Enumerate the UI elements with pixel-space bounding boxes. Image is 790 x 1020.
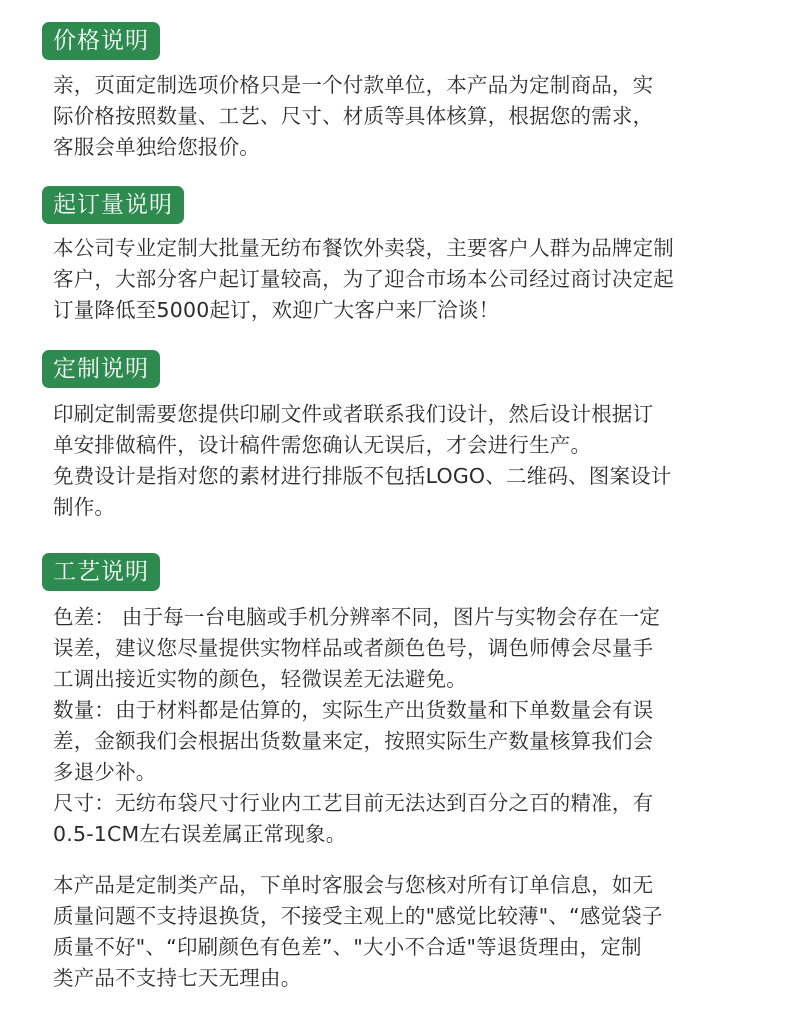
text-line: 本产品是定制类产品，下单时客服会与您核对所有订单信息，如无 [53,873,654,897]
customization-paragraph [53,399,743,523]
text-line: 制作。 [53,495,116,519]
text-line: 数量：由于材料都是估算的，实际生产出货数量和下单数量会有误 [53,698,654,722]
return-policy-paragraph [53,870,743,994]
text-line: 印刷定制需要您提供印刷文件或者联系我们设计，然后设计根据订 [53,402,654,426]
craft-heading: 工艺说明 [42,553,160,591]
text-line: 工调出接近实物的颜色，轻微误差无法避免。 [53,667,467,691]
customization-heading: 定制说明 [42,350,160,388]
text-line: 本公司专业定制大批量无纺布餐饮外卖袋，主要客户人群为品牌定制 [53,236,674,260]
min-order-paragraph [53,233,743,326]
price-info-heading: 价格说明 [42,22,160,60]
text-line: 客户，大部分客户起订量较高，为了迎合市场本公司经过商讨决定起 [53,267,674,291]
text-line: 多退少补。 [53,760,157,784]
text-line: 亲，页面定制选项价格只是一个付款单位，本产品为定制商品，实 [53,73,654,97]
text-line: 际价格按照数量、工艺、尺寸、材质等具体核算，根据您的需求， [53,104,654,128]
text-line: 色差： 由于每一台电脑或手机分辨率不同，图片与实物会存在一定 [53,605,661,629]
text-line: 订量降低至5000起订，欢迎广大客户来厂洽谈！ [53,298,500,322]
text-line: 质量问题不支持退换货，不接受主观上的"感觉比较薄"、“感觉袋子 [53,904,663,928]
text-line: 误差，建议您尽量提供实物样品或者颜色色号，调色师傅会尽量手 [53,636,654,660]
min-order-heading: 起订量说明 [42,186,184,224]
text-line: 类产品不支持七天无理由。 [53,966,302,990]
craft-paragraph [53,602,743,850]
price-info-paragraph [53,70,743,163]
text-line: 质量不好"、“印刷颜色有色差”、"大小不合适"等退货理由，定制 [53,935,642,959]
text-line: 0.5-1CM左右误差属正常现象。 [53,822,347,846]
text-line: 尺寸：无纺布袋尺寸行业内工艺目前无法达到百分之百的精准，有 [53,791,654,815]
text-line: 差，金额我们会根据出货数量来定，按照实际生产数量核算我们会 [53,729,654,753]
text-line: 客服会单独给您报价。 [53,135,260,159]
text-line: 免费设计是指对您的素材进行排版不包括LOGO、二维码、图案设计 [53,464,672,488]
text-line: 单安排做稿件，设计稿件需您确认无误后，才会进行生产。 [53,433,592,457]
